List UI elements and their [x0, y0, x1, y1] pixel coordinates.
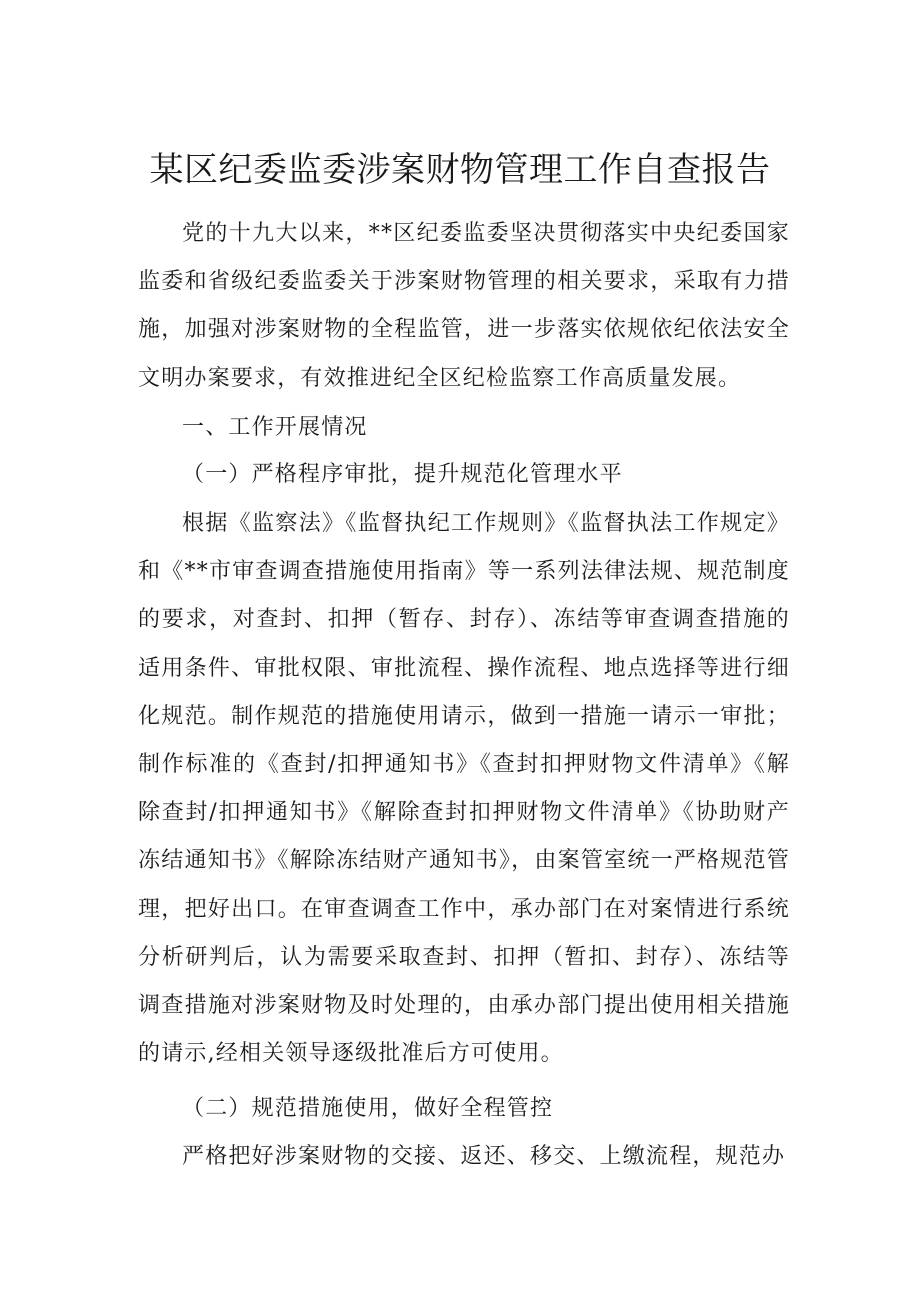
intro-paragraph: 党的十九大以来，**区纪委监委坚决贯彻落实中央纪委国家监委和省级纪委监委关于涉案财物管理的相关要求，采取有力措施，加强对涉案财物的全程监管，进一步落实依规依纪依法安全文明办案要求，有效推进纪全区纪检监察工作高质量发展。: [138, 221, 790, 391]
approval-paragraph: 根据《监察法》《监督执纪工作规则》《监督执法工作规定》和《**市审查调查措施使用指南》等一系列法律法规、规范制度的要求，对查封、扣押（暂存、封存）、冻结等审查调查措施的适用条件、审批权限、审批流程、操作流程、地点选择等进行细化规范。制作规范的措施使用请示，做到一措施一请示一审批；制作标准的《查封/扣押通知书》《查封扣押财物文件清单》《解除查封/扣押通知书》《解除查封扣押财物文件清单》《协助财产冻结通知书》《解除冻结财产通知书》，由案管室统一严格规范管理，把好出口。在审查调查工作中，承办部门在对案情进行系统分析研判后，认为需要采取查封、扣押（暂扣、封存）、冻结等调查措施对涉案财物及时处理的，由承办部门提出使用相关措施的请示,经相关领导逐级批准后方可使用。: [138, 511, 790, 1067]
section-heading-work-status: 一、工作开展情况: [182, 415, 368, 440]
subsection-heading-control: （二）规范措施使用，做好全程管控: [182, 1096, 554, 1121]
control-paragraph: 严格把好涉案财物的交接、返还、移交、上缴流程，规范办: [182, 1144, 786, 1169]
subsection-heading-approval: （一）严格程序审批，提升规范化管理水平: [182, 462, 623, 487]
document-title: 某区纪委监委涉案财物管理工作自查报告: [149, 150, 771, 190]
